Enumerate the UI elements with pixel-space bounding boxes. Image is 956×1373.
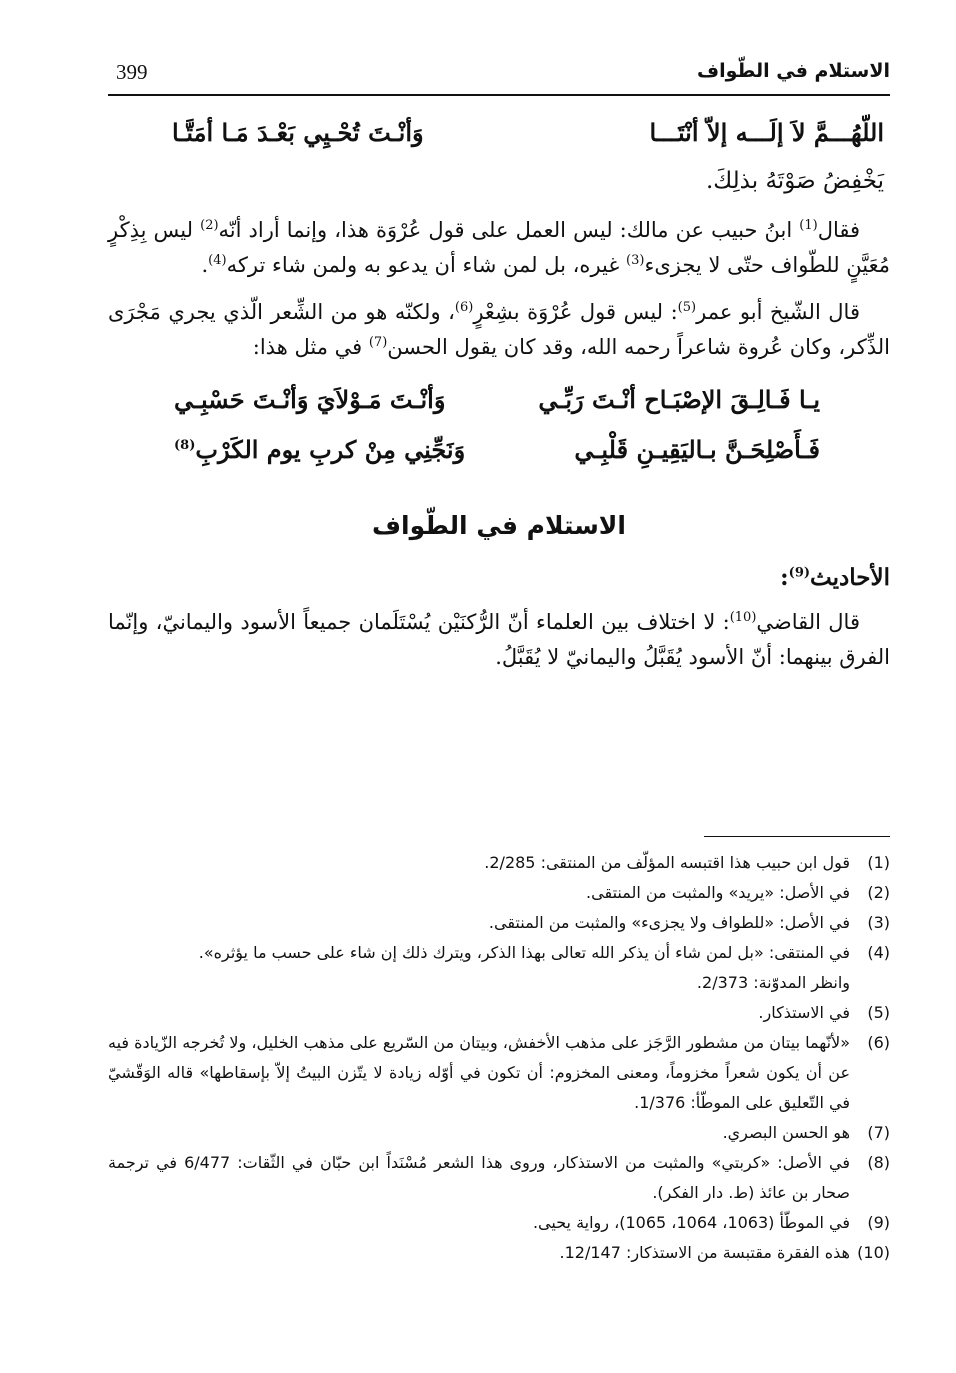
- subheading-ahadith: الأحاديث$^{(9)}$:: [780, 564, 890, 591]
- paragraph-ibn-habib: فقال$^{(1)}$ ابنُ حبيب عن مالك: ليس العمل على قول عُرْوَة هذا، وإنما أراد أنّه$^{(2)}$ ليس بِذِكْرٍ مُعَيَّنٍ للطّواف حتّى لا يجزىء$^{(3)}$ غيره، بل لمن شاء أن يدعو به ولمن شاء تركه$^{(4)}$.: [108, 218, 890, 277]
- section-heading: الاستلام في الطّواف: [372, 511, 626, 540]
- verse-note: يَخْفِضُ صَوْتَهُ بذلِكَ.: [705, 168, 884, 194]
- footnote: (9) في الموطّأ (1063، 1064، 1065)، رواية يحيى.: [532, 1213, 890, 1232]
- footnote: (4) في المنتقى: «بل لمن شاء أن يذكر الله تعالى بهذا الذكر، ويترك ذلك إن شاء على حسب ما يؤثره».: [198, 943, 890, 962]
- footnote: (3) في الأصل: «للطواف ولا يجزىء» والمثبت من المنتقى.: [488, 913, 890, 932]
- verse-hemistich-right: اللّهُـــمَّ لاَ إلَـــه إلاّ أنْتَـــا: [649, 118, 884, 147]
- footnote: (2) في الأصل: «يريد» والمثبت من المنتقى.: [586, 883, 890, 902]
- footnote-ref: (1): [799, 218, 818, 233]
- footnote: (1) قول ابن حبيب هذا اقتبسه المؤلّف من المنتقى: 2/285.: [484, 853, 890, 872]
- verse-line: [108, 375, 890, 425]
- verse-hemistich-left: وَنَجِّنِي مِنْ كربِ يوم الكَرْبِ$^{(8)}$: [174, 435, 466, 464]
- footnote-ref: (9): [788, 565, 811, 581]
- footnotes: [108, 848, 890, 1268]
- footnote: (10) هذه الفقرة مقتبسة من الاستذكار: 12/147.: [559, 1243, 890, 1262]
- page-number: 399: [116, 60, 148, 84]
- footnote-ref: (7): [368, 335, 388, 350]
- verse-hemistich-left: وَأنْـتَ مَـوْلاَيَ وَأنْـتَ حَسْبِـي: [174, 385, 446, 414]
- paragraph-qadi: قال القاضي$^{(10)}$: لا اختلاف بين العلماء أنّ الرُّكنَيْن يُسْتَلَمان جميعاً الأسود واليمانيّ، وإنّما الفرق بينهما: أنّ الأسود يُقَبَّلُ واليمانيّ لا يُقَبَّلُ.: [108, 610, 890, 669]
- footnote-ref: (4): [208, 253, 227, 268]
- footnote: (6) «لأنّهما بيتان من مشطور الرَّجَز على مذهب الأخفش، وبيتان من السّريع على مذهب الخليل، ولا تُخرجه الزّيادة فيه عن أن يكون شعراً مخزوماً، ومعنى المخزوم: أن تكون في أوّله زيادة لا يتّزن البيتُ إلاّ بإسقاطها» قاله الوَقّشيّ في التّعليق على الموطّأ: 1/376.: [108, 1033, 890, 1112]
- verse-hemistich-left: وَأنْـتَ تُحْـيِي بَعْـدَ مَـا أمَتَّـا: [172, 118, 424, 147]
- footnote-continuation: وانظر المدوّنة: 2/373.: [696, 973, 850, 992]
- footnote: (8) في الأصل: «كربتي» والمثبت من الاستذكار، وروى هذا الشعر مُسْنَداً ابن حبّان في الثّقات: 6/477 في ترجمة صحار بن عائذ (ط. دار الفكر).: [108, 1153, 890, 1202]
- footnote-ref: (5): [677, 300, 697, 315]
- running-title: الاستلام في الطّواف: [697, 60, 890, 82]
- footnote-ref: (10): [729, 610, 757, 625]
- paragraph-abu-umar: قال الشّيخ أبو عمر$^{(5)}$: ليس قول عُرْوَة بشِعْرٍ$^{(6)}$، ولكنّه هو من الشِّعر الّذي يجري مَجْرَى الذِّكر، وكان عُروة شاعراً رحمه الله، وقد كان يقول الحسن$^{(7)}$ في مثل هذا:: [108, 300, 890, 359]
- verse-hemistich-right: فَـأَصْلِحَـنَّ بـاليَقِيـنِ قَلْبِـي: [574, 435, 820, 464]
- footnote-divider: [704, 836, 890, 837]
- verse-line: [108, 425, 890, 475]
- footnote: (7) هو الحسن البصري.: [722, 1123, 890, 1142]
- footnote-ref: (8): [174, 438, 196, 453]
- footnote-ref: (3): [626, 253, 645, 268]
- running-header: [108, 58, 890, 96]
- footnote-ref: (6): [454, 300, 474, 315]
- footnote: (5) في الاستذكار.: [758, 1003, 890, 1022]
- footnote-ref: (2): [200, 218, 219, 233]
- verse-line: [108, 108, 890, 158]
- main-text: [108, 108, 890, 675]
- verse-hemistich-right: يـا فَـالِـقَ الإصْبَـاح أنْـتَ رَبِّـي: [538, 385, 820, 414]
